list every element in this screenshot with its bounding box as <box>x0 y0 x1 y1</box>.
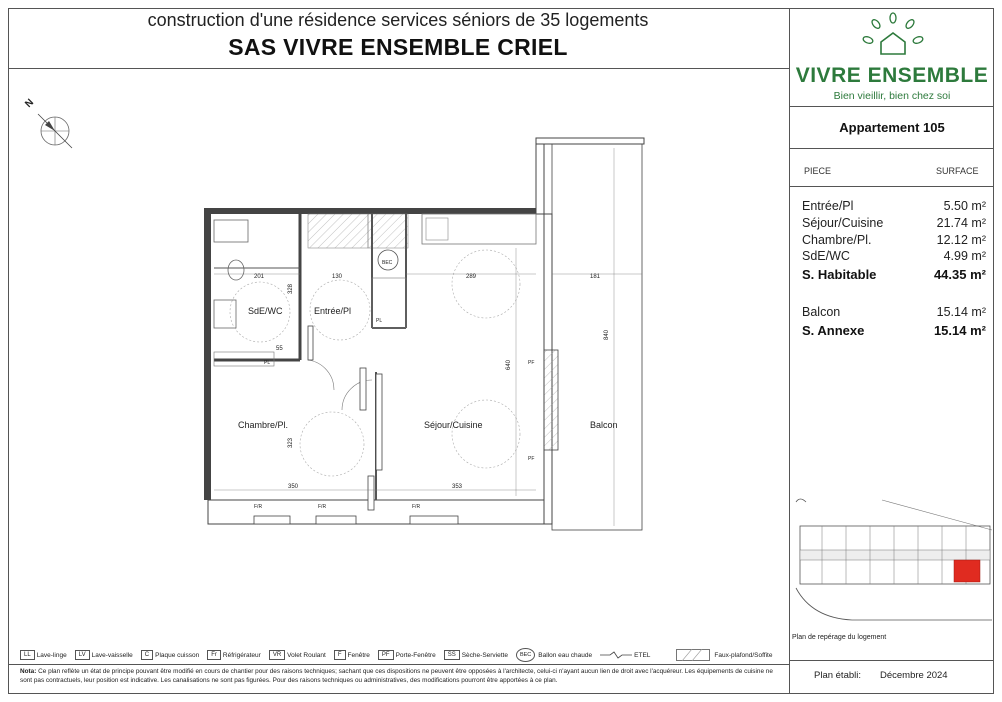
table-head-divider <box>790 186 994 187</box>
fenetre-tag: F/R <box>318 504 327 510</box>
location-plan-caption: Plan de repérage du logement <box>792 634 887 641</box>
annexe-label: S. Annexe <box>802 323 865 338</box>
room-row <box>802 305 986 319</box>
room-row <box>802 233 986 247</box>
room-name: Entrée/Pl <box>802 199 854 213</box>
location-plan-map <box>792 494 992 624</box>
placard-tag: PL <box>376 318 383 324</box>
apt-divider <box>790 148 994 149</box>
room-label-chambre: Chambre/Pl. <box>238 420 289 430</box>
brand-tagline: Bien vieillir, bien chez soi <box>833 90 951 102</box>
legend-label: Porte-Fenêtre <box>395 651 436 659</box>
dimension-label: 640 <box>506 359 513 371</box>
legend-code: BEC <box>516 648 535 662</box>
legend-label: Ballon eau chaude <box>538 651 593 659</box>
column-piece-header: PIECE <box>804 166 832 176</box>
legend-code: SS <box>444 650 460 660</box>
legend-code: Fr <box>207 650 221 660</box>
room-label-balcon: Balcon <box>590 420 618 430</box>
legend-label: Fenêtre <box>347 651 370 659</box>
note-text: Ce plan reflète un état de principe pouvant être modifié en cours de chantier pour des raisons techniques; sachant que ces dispositions ne peuvent être opposées à l'architecte, celui-ci n'ayant aucun lien de droit avec l'acquéreur. Les équipements de cuisine ne sont pas contractuels, leur position est indicative. Les canalisations ne sont pas figurées. Pour des raisons techniques ou administratives, des modifications pourront être apportées à ce plan. <box>20 668 773 684</box>
dimension-label: 350 <box>288 484 299 490</box>
legend-item <box>516 648 592 662</box>
dimension-label: 289 <box>466 274 477 280</box>
footer-divider <box>790 660 994 661</box>
legend-label: Réfrigérateur <box>222 651 261 659</box>
room-surface: 5.50 m² <box>943 199 986 213</box>
dimension-label: 201 <box>254 274 265 280</box>
disclaimer-note <box>20 668 780 685</box>
north-label: N <box>23 97 37 110</box>
bec-tag: BEC <box>382 260 393 266</box>
legend-item <box>75 650 133 660</box>
plan-date-value: Décembre 2024 <box>880 670 948 681</box>
legend-code: LL <box>20 650 35 660</box>
room-surface: 21.74 m² <box>936 216 986 230</box>
legend-item <box>269 650 326 660</box>
room-surface: 15.14 m² <box>936 305 986 319</box>
dimension-label: 55 <box>276 346 283 352</box>
room-surface: 12.12 m² <box>936 233 986 247</box>
room-surface: 4.99 m² <box>943 249 986 263</box>
porte-fenetre-tag: PF <box>528 456 535 462</box>
legend-item <box>20 650 67 660</box>
brand-name: VIVRE ENSEMBLE <box>795 64 989 87</box>
legend-label: Lave-linge <box>36 651 67 659</box>
legend-item <box>378 650 436 660</box>
legend-item <box>334 650 370 660</box>
sidebar-divider <box>789 8 790 694</box>
legend-label: ETEL <box>634 651 651 659</box>
legend-label: Faux-plafond/Soffite <box>714 651 773 659</box>
dimension-label: 328 <box>288 283 295 295</box>
room-row <box>802 199 986 213</box>
legend-item <box>676 649 772 661</box>
annexe-total-row <box>802 323 986 338</box>
header-divider <box>8 68 790 69</box>
legend-bar <box>20 647 780 663</box>
habitable-label: S. Habitable <box>802 267 877 282</box>
dimension-label: 840 <box>604 329 611 341</box>
brand-divider <box>790 106 994 107</box>
etel-arrow-icon <box>600 651 632 659</box>
room-name: Chambre/Pl. <box>802 233 872 247</box>
note-prefix: Nota: <box>20 668 37 675</box>
room-name: SdE/WC <box>802 249 850 263</box>
room-row <box>802 249 986 263</box>
porte-fenetre-tag: PF <box>528 360 535 366</box>
room-name: Séjour/Cuisine <box>802 216 884 230</box>
dimension-label: 323 <box>288 437 295 449</box>
habitable-surface: 44.35 m² <box>933 267 986 282</box>
legend-divider <box>8 664 790 665</box>
legend-code: F <box>334 650 346 660</box>
room-label-entree: Entrée/Pl <box>314 306 352 316</box>
plan-date-label: Plan établi: <box>814 670 862 681</box>
column-surface-header: SURFACE <box>936 166 979 176</box>
legend-item <box>600 651 650 659</box>
legend-item <box>444 650 508 660</box>
dimension-label: 130 <box>332 274 343 280</box>
room-row <box>802 216 986 230</box>
fenetre-tag: F/R <box>254 504 263 510</box>
floor-plan <box>200 128 650 538</box>
project-subtitle: construction d'une résidence services séniors de 35 logements <box>147 10 649 30</box>
project-title: SAS VIVRE ENSEMBLE CRIEL <box>228 34 568 60</box>
fenetre-tag: F/R <box>412 504 421 510</box>
annexe-surface: 15.14 m² <box>933 323 986 338</box>
legend-code: VR <box>269 650 285 660</box>
legend-code: PF <box>378 650 394 660</box>
legend-code: C <box>141 650 153 660</box>
habitable-total-row <box>802 267 986 282</box>
placard-tag: PL <box>264 360 271 366</box>
legend-item <box>141 650 199 660</box>
legend-label: Lave-vaisselle <box>91 651 133 659</box>
legend-label: Plaque cuisson <box>155 651 200 659</box>
house-leaves-logo <box>858 12 928 58</box>
room-name: Balcon <box>802 305 841 319</box>
apartment-title: Appartement 105 <box>839 120 945 135</box>
room-label-sde: SdE/WC <box>248 306 283 316</box>
dimension-label: 353 <box>452 484 463 490</box>
legend-item <box>207 650 261 660</box>
legend-code: LV <box>75 650 90 660</box>
room-label-sejour: Séjour/Cuisine <box>424 420 483 430</box>
hatch-swatch-icon <box>676 649 710 661</box>
legend-label: Volet Roulant <box>287 651 326 659</box>
legend-label: Sèche-Serviette <box>461 651 508 659</box>
dimension-label: 181 <box>590 274 601 280</box>
